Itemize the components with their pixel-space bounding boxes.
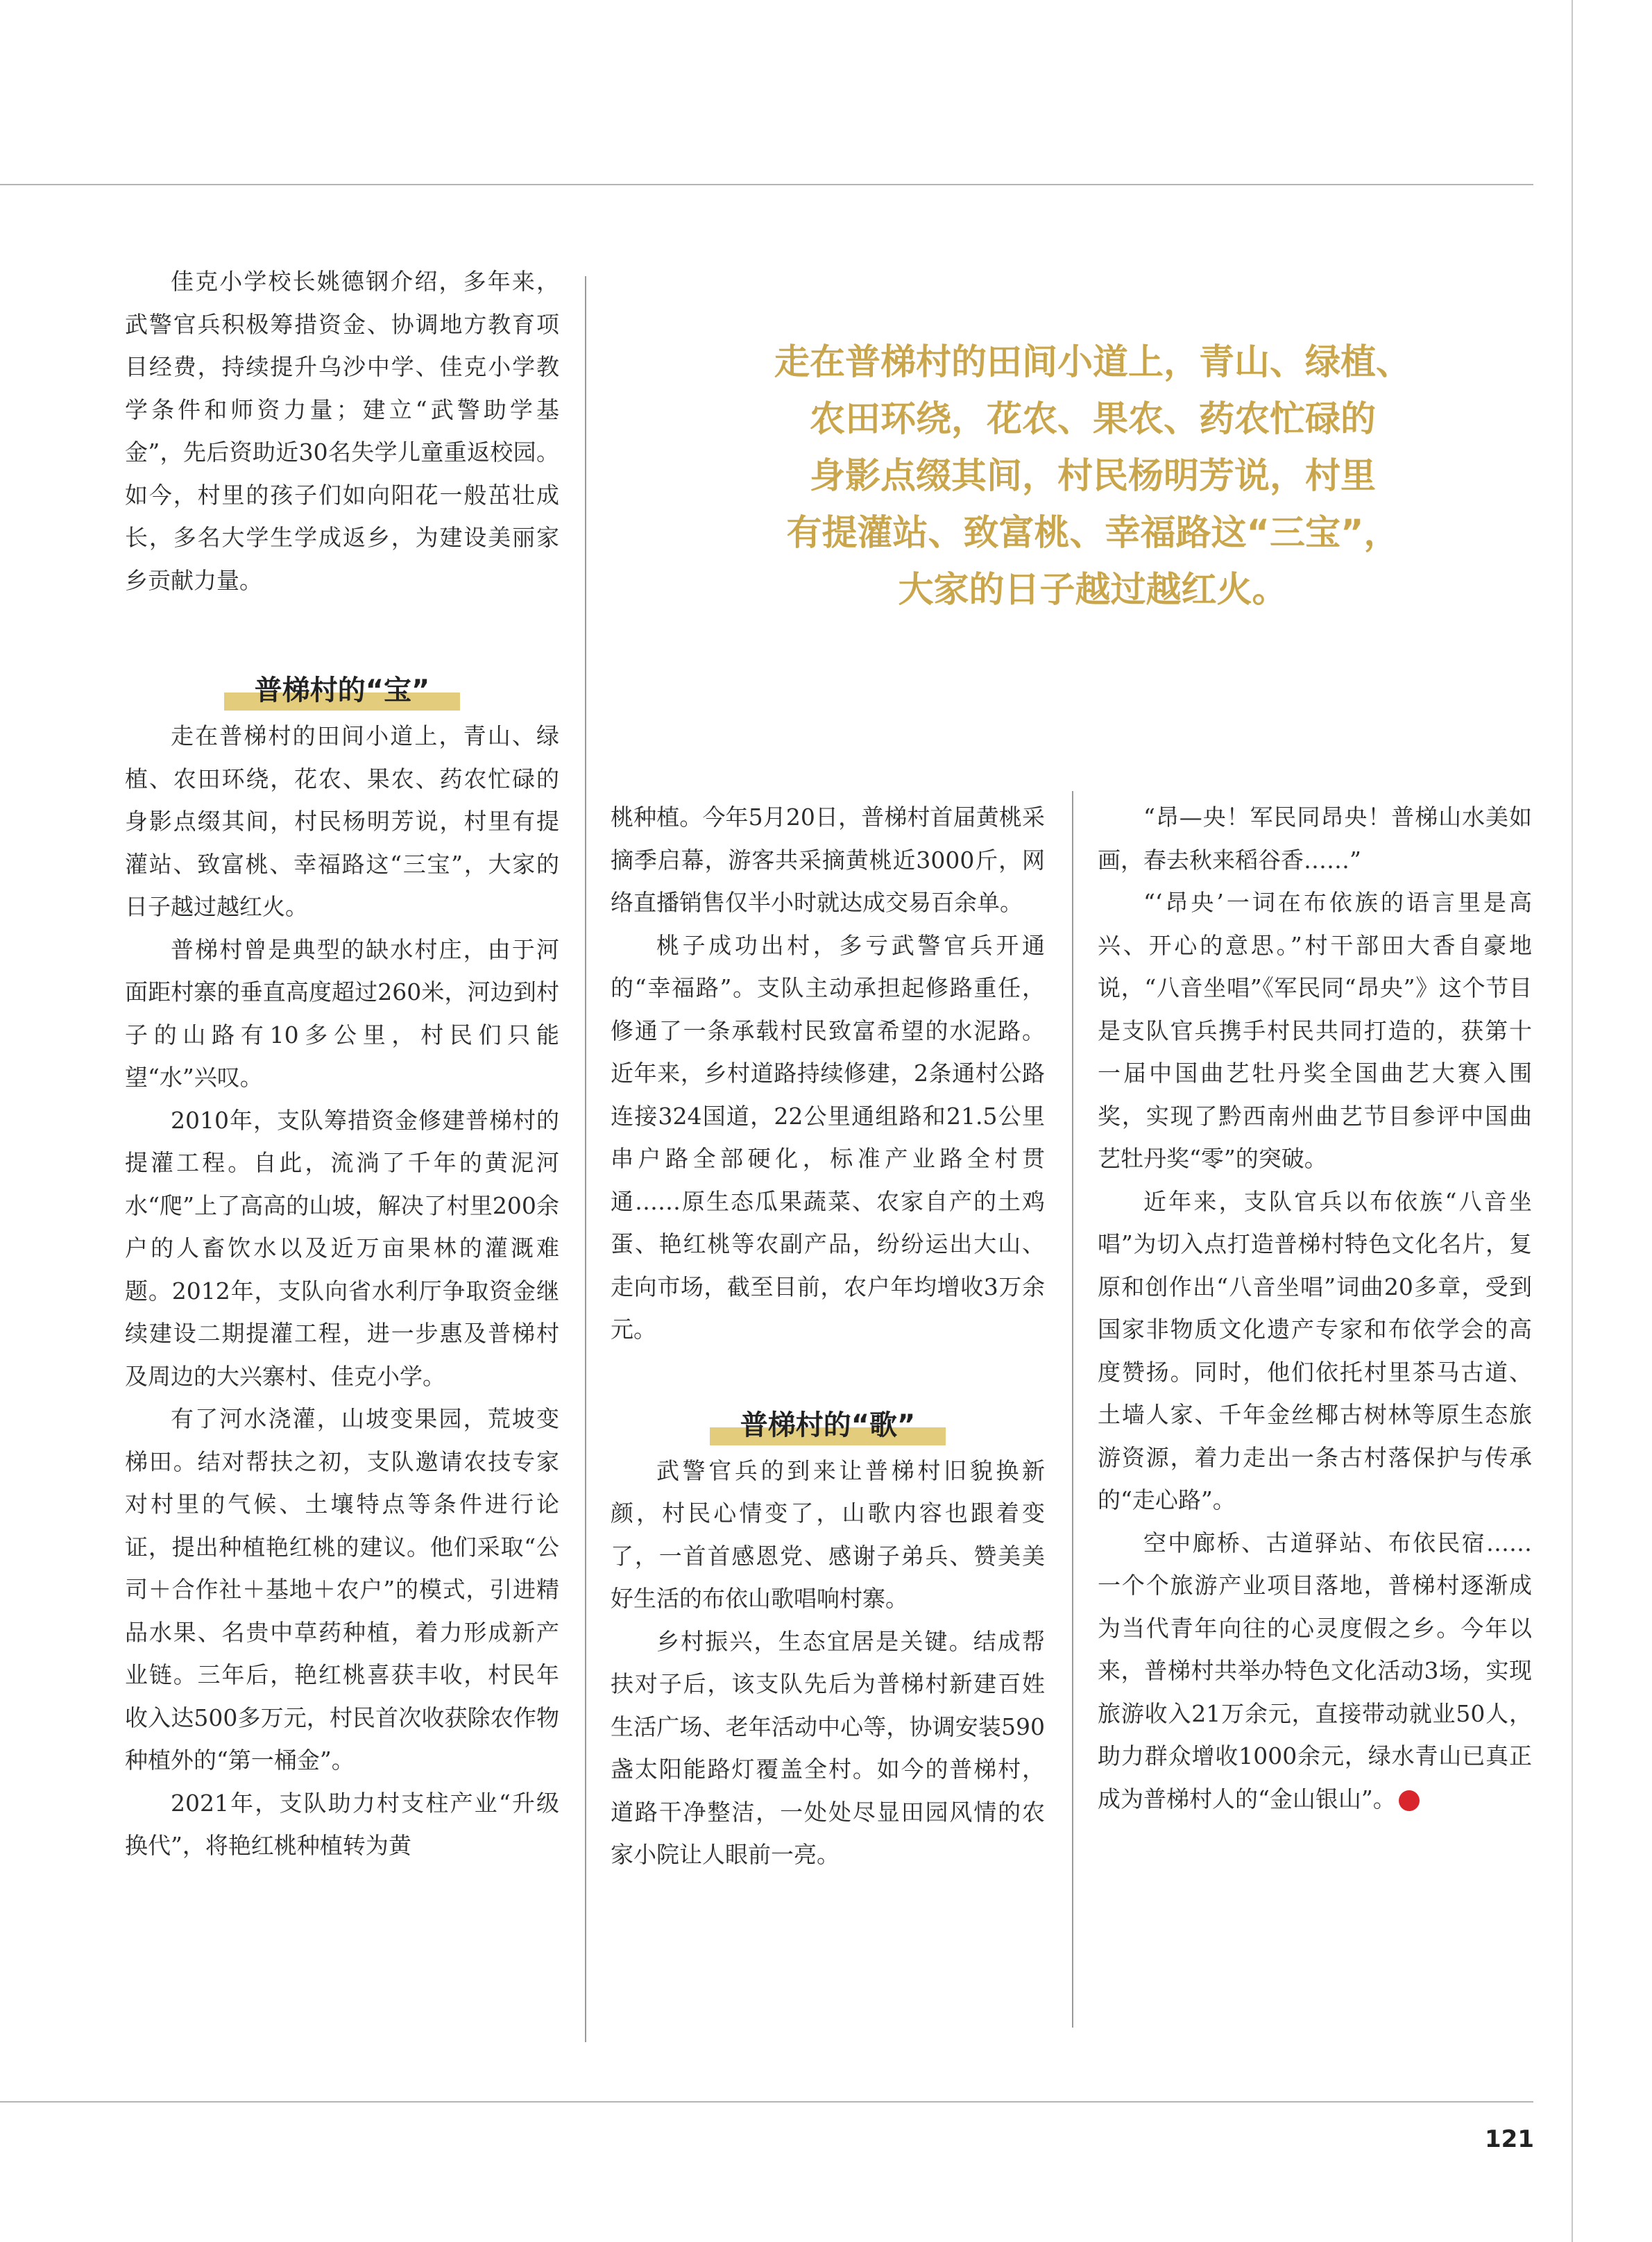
page-number: 121	[1485, 2125, 1534, 2153]
paragraph-text: 空中廊桥、古道驿站、布依民宿……一个个旅游产业项目落地，普梯村逐渐成为当代青年向往的心灵度假之乡。今年以来，普梯村共举办特色文化活动3场，实现旅游收入21万余元，直接带动就业50人，助力群众增收1000余元，绿水青山已真正成为普梯村人的“金山银山”。	[1098, 1529, 1532, 1812]
pull-quote-line: 走在普梯村的田间小道上，青山、绿植、	[774, 342, 1411, 383]
paragraph: 2021年，支队助力村支柱产业“升级换代”，将艳红桃种植转为黄	[125, 1789, 559, 1859]
paragraph: 桃子成功出村，多亏武警官兵开通的“幸福路”。支队主动承担起修路重任，修通了一条承载村民致富希望的水泥路。近年来，乡村道路持续修建，2条通村公路连接324国道，22公里通组路和21.5公里串户路全部硬化，标准产业路全村贯通……原生态瓜果蔬菜、农家自产的土鸡蛋、艳红桃等农副产品，纷纷运出大山、走向市场，截至目前，农户年均增收3万余元。	[611, 931, 1045, 1343]
end-mark-icon: N	[1399, 1790, 1420, 1811]
heading-text: 普梯村的“宝”	[254, 674, 430, 706]
article-column-3	[1098, 796, 1532, 1820]
heading-text: 普梯村的“歌”	[740, 1409, 916, 1441]
paragraph: 走在普梯村的田间小道上，青山、绿植、农田环绕，花农、果农、药农忙碌的身影点缀其间，村民杨明芳说，村里有提灌站、致富桃、幸福路这“三宝”，大家的日子越过越红火。	[125, 722, 559, 920]
paragraph: “昂—央！军民同昂央！普梯山水美如画，春去秋来稻谷香……”	[1098, 804, 1532, 874]
section-heading-song	[611, 1402, 1045, 1448]
paragraph: 桃种植。今年5月20日，普梯村首届黄桃采摘季启幕，游客共采摘黄桃近3000斤，网络直播销售仅半小时就达成交易百余单。	[611, 804, 1045, 916]
article-column-2	[611, 796, 1045, 1876]
pull-quote-line: 有提灌站、致富桃、幸福路这“三宝”，	[786, 513, 1399, 554]
paragraph: 武警官兵的到来让普梯村旧貌换新颜，村民心情变了，山歌内容也跟着变了，一首首感恩党、感谢子弟兵、赞美美好生活的布依山歌唱响村寨。	[611, 1457, 1045, 1612]
paragraph	[1098, 1522, 1532, 1821]
pull-quote	[701, 334, 1485, 619]
paragraph: 乡村振兴，生态宜居是关键。结成帮扶对子后，该支队先后为普梯村新建百姓生活广场、老年活动中心等，协调安装590盏太阳能路灯覆盖全村。如今的普梯村，道路干净整洁，一处处尽显田园风情的农家小院让人眼前一亮。	[611, 1627, 1045, 1868]
pull-quote-line: 身影点缀其间，村民杨明芳说，村里	[809, 456, 1376, 497]
pull-quote-line: 农田环绕，花农、果农、药农忙碌的	[809, 399, 1376, 440]
paragraph: 近年来，支队官兵以布依族“八音坐唱”为切入点打造普梯村特色文化名片，复原和创作出“八音坐唱”词曲20多章，受到国家非物质文化遗产专家和布依学会的高度赞扬。同时，他们依托村里茶马古道、土墙人家、千年金丝椰古树林等原生态旅游资源，着力走出一条古村落保护与传承的“走心路”。	[1098, 1187, 1532, 1513]
page-edge-line	[1572, 0, 1573, 2242]
section-heading-treasure	[125, 668, 559, 713]
paragraph: “‘昂央’一词在布依族的语言里是高兴、开心的意思。”村干部田大香自豪地说，“八音坐唱”《军民同“昂央”》这个节目是支队官兵携手村民共同打造的，获第十一届中国曲艺牡丹奖全国曲艺大赛入围奖，实现了黔西南州曲艺节目参评中国曲艺牡丹奖“零”的突破。	[1098, 889, 1532, 1172]
article-column-1	[125, 260, 559, 1867]
paragraph: 2010年，支队筹措资金修建普梯村的提灌工程。自此，流淌了千年的黄泥河水“爬”上了高高的山坡，解决了村里200余户的人畜饮水以及近万亩果林的灌溉难题。2012年，支队向省水利厅争取资金继续建设二期提灌工程，进一步惠及普梯村及周边的大兴寨村、佳克小学。	[125, 1106, 559, 1390]
paragraph: 有了河水浇灌，山坡变果园，荒坡变梯田。结对帮扶之初，支队邀请农技专家对村里的气候、土壤特点等条件进行论证，提出种植艳红桃的建议。他们采取“公司＋合作社＋基地＋农户”的模式，引进精品水果、名贵中草药种植，着力形成新产业链。三年后，艳红桃喜获丰收，村民年收入达500多万元，村民首次收获除农作物种植外的“第一桶金”。	[125, 1405, 559, 1774]
pull-quote-line: 大家的日子越过越红火。	[898, 570, 1288, 611]
top-divider	[0, 184, 1533, 185]
bottom-divider	[0, 2101, 1533, 2103]
paragraph: 普梯村曾是典型的缺水村庄，由于河面距村寨的垂直高度超过260米，河边到村子的山路有10多公里，村民们只能望“水”兴叹。	[125, 935, 559, 1091]
column-divider-1	[585, 276, 586, 2042]
column-divider-2	[1072, 791, 1073, 2028]
paragraph: 佳克小学校长姚德钢介绍，多年来，武警官兵积极筹措资金、协调地方教育项目经费，持续提升乌沙中学、佳克小学教学条件和师资力量；建立“武警助学基金”，先后资助近30名失学儿童重返校园。如今，村里的孩子们如向阳花一般茁壮成长，多名大学生学成返乡，为建设美丽家乡贡献力量。	[125, 268, 559, 594]
